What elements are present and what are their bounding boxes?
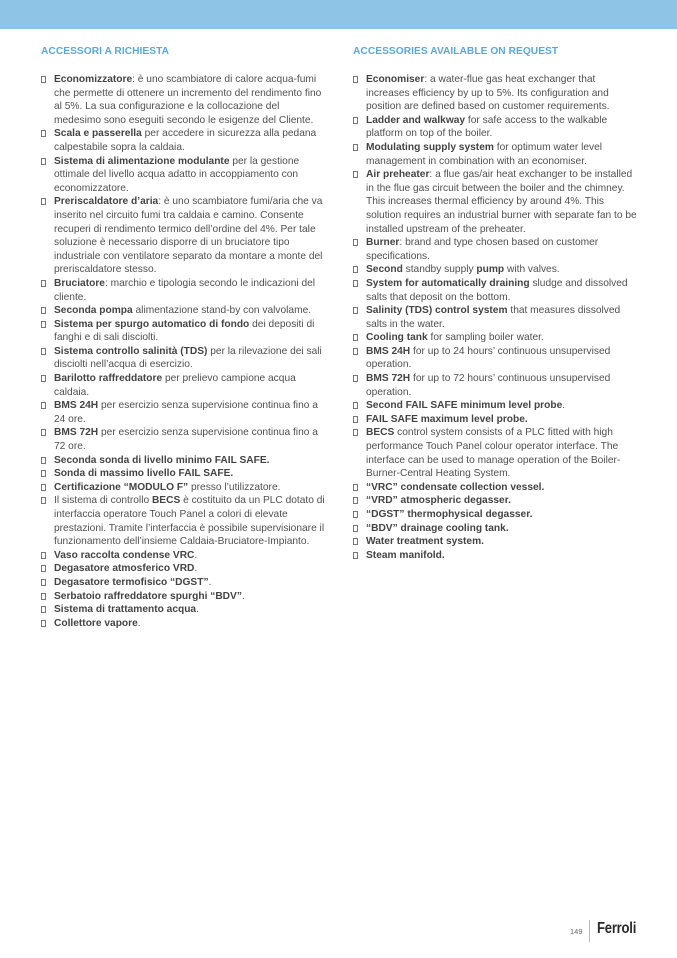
list-item [41, 562, 327, 576]
item-title: “DGST” thermophysical degasser. [366, 509, 533, 520]
item-title: Second FAIL SAFE minimum level probe [366, 400, 563, 412]
item-text: for up to 24 hours’ continuous unsupervised operation. [366, 345, 611, 371]
item-title: BECS [151, 495, 181, 507]
bullet-icon [41, 497, 46, 504]
bullet-icon [353, 334, 358, 341]
item-text: . [194, 563, 198, 575]
list-item [41, 617, 327, 631]
item-title: Ladder and walkway [366, 114, 466, 126]
bullet-icon [353, 416, 358, 423]
list-item [41, 590, 327, 604]
item-text: . [241, 590, 245, 602]
bullet-icon [353, 171, 358, 178]
bullet-icon [41, 552, 46, 559]
item-title: Water treatment system. [366, 536, 484, 548]
list-item [353, 141, 639, 168]
list-item [353, 236, 639, 263]
item-title: Barilotto raffreddatore [54, 373, 163, 385]
italian-accessories-list [41, 73, 327, 630]
item-title: Cooling tank [366, 332, 428, 344]
top-color-bar [0, 0, 677, 29]
bullet-icon [353, 307, 358, 314]
page-number: 149 [570, 927, 583, 936]
item-text: per esercizio senza supervisione continua fino a 72 ore. [54, 427, 318, 453]
english-accessories-list [353, 73, 639, 562]
item-title: Sistema di alimentazione modulante [54, 155, 230, 167]
item-title: “BDV” drainage cooling tank. [366, 522, 509, 534]
bullet-icon [353, 144, 358, 151]
bullet-icon [41, 130, 46, 137]
list-item [353, 413, 639, 427]
bullet-icon [41, 321, 46, 328]
item-text: for up to 72 hours’ continuous unsupervised operation. [366, 373, 611, 398]
item-title: Bruciatore [54, 277, 105, 289]
bullet-icon [353, 552, 358, 559]
list-item [353, 494, 639, 508]
list-item [353, 522, 639, 536]
bullet-icon [353, 429, 358, 436]
item-title: pump [476, 264, 505, 276]
item-title: Burner [366, 237, 400, 249]
bullet-icon [353, 280, 358, 287]
list-item [353, 263, 639, 277]
item-title: Sonda di massimo livello FAIL SAFE. [54, 468, 234, 480]
item-title: Degasatore termofisico “DGST” [54, 576, 209, 588]
list-item [353, 399, 639, 413]
item-title: Modulating supply system [366, 141, 494, 153]
list-item [41, 277, 327, 304]
item-text: . [137, 617, 141, 629]
item-title: Sistema per spurgo automatico di fondo [54, 318, 250, 330]
item-title: Collettore vapore [54, 617, 138, 629]
list-item [41, 481, 327, 495]
bullet-icon [353, 511, 358, 518]
item-text: standby supply [402, 264, 477, 276]
list-item [41, 155, 327, 196]
item-text: : a flue gas/air heat exchanger to be installed in the flue gas circuit between the boiler and the chimney. This increases thermal efficiency by around 4%. This solution requires an industrial burner with separate fan to be installed upstream of the preheater. [366, 169, 637, 235]
item-text: . [562, 400, 566, 412]
item-text: for optimum water level management in combination with an economiser. [366, 141, 603, 167]
item-text: . [208, 576, 212, 588]
bullet-icon [41, 457, 46, 464]
bullet-icon [41, 565, 46, 572]
item-title: BMS 24H [54, 400, 99, 412]
bullet-icon [41, 76, 46, 83]
bullet-icon [41, 280, 46, 287]
list-item [353, 481, 639, 495]
bullet-icon [41, 348, 46, 355]
italian-column [41, 46, 327, 630]
item-text: . [194, 549, 198, 561]
list-item [353, 372, 639, 399]
bullet-icon [353, 266, 358, 273]
list-item [41, 345, 327, 372]
list-item [41, 576, 327, 590]
bullet-icon [353, 375, 358, 382]
item-title: Economizzatore [54, 74, 133, 85]
bullet-icon [353, 484, 358, 491]
bullet-icon [41, 429, 46, 436]
item-title: Serbatoio raffreddatore spurghi “BDV” [54, 590, 242, 602]
ferroli-logo: Ferroli [597, 920, 637, 937]
list-item [41, 549, 327, 563]
item-text: per la rilevazione dei sali disciolti nell’acqua di esercizio. [54, 345, 322, 371]
bullet-icon [41, 402, 46, 409]
list-item [41, 467, 327, 481]
bullet-icon [41, 484, 46, 491]
list-item [353, 114, 639, 141]
item-text: presso l’utilizzatore. [188, 481, 281, 493]
item-text: control system consists of a PLC fitted with high performance Touch Panel colour operator interface. The interface can be used to manage operation of the Boiler-Burner-Central Heating System. [366, 427, 621, 480]
list-item [353, 331, 639, 345]
list-item [41, 494, 327, 548]
list-item [41, 318, 327, 345]
item-title: Air preheater [366, 169, 430, 181]
bullet-icon [41, 198, 46, 205]
item-text: per prelievo campione acqua caldaia. [54, 373, 296, 398]
item-title: Scala e passerella [54, 128, 142, 140]
bullet-icon [41, 375, 46, 382]
item-title: System for automatically draining [366, 277, 530, 289]
italian-heading: ACCESSORI A RICHIESTA [41, 46, 170, 57]
item-title: BMS 24H [366, 345, 411, 357]
list-item [41, 304, 327, 318]
item-text: for sampling boiler water. [427, 332, 544, 344]
item-title: Seconda pompa [54, 305, 133, 317]
item-title: Second [366, 264, 403, 276]
list-item [353, 168, 639, 236]
item-text: : è uno scambiatore di calore acqua-fumi che permette di ottenere un incremento del rendimento fino al 5%. La sua configurazione e la collocazione del medesimo sono eseguiti secondo le esigenze del Cliente. [54, 74, 322, 126]
item-text: Il sistema di controllo [54, 495, 152, 507]
list-item [41, 603, 327, 617]
item-text: with valves. [504, 264, 560, 276]
item-title: Degasatore atmosferico VRD [54, 563, 195, 575]
list-item [41, 454, 327, 468]
item-title: Certificazione “MODULO F” [54, 481, 189, 493]
list-item [353, 304, 639, 331]
list-item [353, 277, 639, 304]
item-title: “VRD” atmospheric degasser. [366, 495, 511, 507]
bullet-icon [41, 470, 46, 477]
bullet-icon [353, 402, 358, 409]
item-title: Preriscaldatore d’aria [54, 196, 159, 208]
item-text: per la gestione ottimale del livello acqua adatto in accoppiamento con economizzatore. [54, 155, 300, 194]
item-title: “VRC” condensate collection vessel. [366, 481, 545, 493]
bullet-icon [41, 579, 46, 586]
item-title: Vaso raccolta condense VRC [54, 549, 195, 561]
bullet-icon [41, 620, 46, 627]
item-title: Sistema controllo salinità (TDS) [54, 345, 208, 357]
list-item [353, 549, 639, 563]
item-text: that measures dissolved salts in the water. [366, 305, 621, 330]
bullet-icon [41, 158, 46, 165]
list-item [41, 426, 327, 453]
bullet-icon [353, 117, 358, 124]
item-text: sludge and dissolved salts that deposit on the bottom. [366, 277, 628, 303]
item-text: : marchio e tipologia secondo le indicazioni del cliente. [54, 277, 316, 303]
item-title: Steam manifold. [366, 549, 445, 561]
bullet-icon [353, 348, 358, 355]
item-title: BMS 72H [54, 427, 99, 439]
bullet-icon [41, 593, 46, 600]
item-text: per esercizio senza supervisione continua fino a 24 ore. [54, 400, 318, 425]
list-item [353, 73, 639, 114]
bullet-icon [41, 307, 46, 314]
item-title: BMS 72H [366, 373, 411, 385]
list-item [353, 508, 639, 522]
item-text: dei depositi di fanghi e di sali disciolti. [54, 318, 315, 344]
list-item [353, 345, 639, 372]
english-column [353, 46, 639, 562]
item-title: Salinity (TDS) control system [366, 305, 508, 317]
list-item [41, 195, 327, 277]
bullet-icon [353, 76, 358, 83]
list-item [353, 535, 639, 549]
list-item [41, 73, 327, 127]
item-text: : brand and type chosen based on customer specifications. [366, 237, 599, 262]
english-heading: ACCESSORIES AVAILABLE ON REQUEST [353, 46, 559, 57]
footer-divider [589, 920, 590, 942]
bullet-icon [353, 538, 358, 545]
item-title: FAIL SAFE maximum level probe. [366, 413, 528, 425]
bullet-icon [41, 606, 46, 613]
item-text: : a water-flue gas heat exchanger that increases efficiency by up to 5%. Its configuration and position are defined based on customer requirements. [366, 74, 610, 113]
item-text: alimentazione stand-by con valvolame. [132, 305, 312, 317]
bullet-icon [353, 525, 358, 532]
item-text: . [196, 604, 199, 616]
item-title: Economiser [366, 74, 425, 85]
list-item [41, 399, 327, 426]
item-text: per accedere in sicurezza alla pedana calpestabile sopra la caldaia. [54, 128, 317, 153]
bullet-icon [353, 497, 358, 504]
item-title: Seconda sonda di livello minimo FAIL SAFE. [54, 454, 270, 466]
bullet-icon [353, 239, 358, 246]
list-item [41, 127, 327, 154]
list-item [353, 426, 639, 480]
item-text: for safe access to the walkable platform on top of the boiler. [366, 114, 608, 140]
item-text: : è uno scambiatore fumi/aria che va inserito nel circuito fumi tra caldaia e camino. Consente recuperi di rendimento termico dell’ordine del 4%. Per tale soluzione è necessario disporre di un bruciatore tipo industriale con ventilatore separato da montare a monte del preriscaldatore stesso. [54, 196, 323, 276]
item-title: BECS [366, 427, 395, 439]
item-text: è costituito da un PLC dotato di interfaccia operatore Touch Panel a colori di elevate prestazioni. Tramite l’interfaccia è possibile supervisionare il funzionamento dell’insieme Caldaia-Bruciatore-Impianto. [54, 495, 325, 548]
list-item [41, 372, 327, 399]
item-title: Sistema di trattamento acqua [54, 604, 197, 616]
